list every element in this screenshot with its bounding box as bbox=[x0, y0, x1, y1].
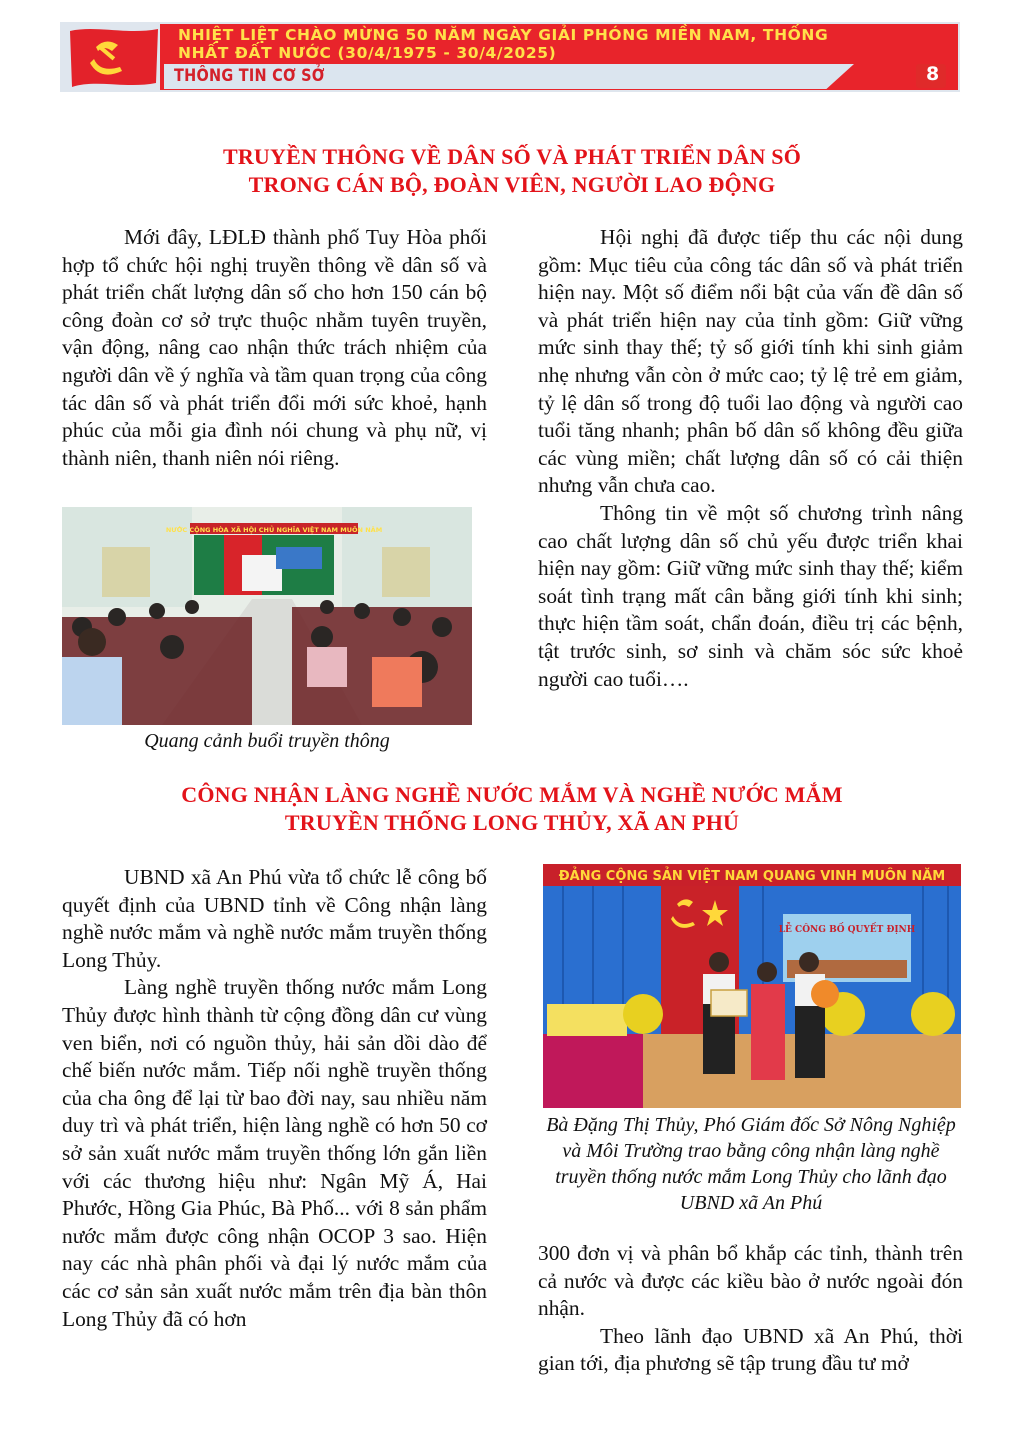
article-2-right-column bbox=[538, 1240, 963, 1378]
conference-photo bbox=[62, 507, 472, 725]
hall-banner-text: NƯỚC CỘNG HÒA XÃ HỘI CHỦ NGHĨA VIỆT NAM MUÔN NĂM bbox=[165, 526, 383, 534]
article-1-title bbox=[60, 143, 964, 199]
page-header-banner bbox=[60, 22, 960, 92]
banner-slogan bbox=[178, 26, 938, 62]
article-2-paragraph: Theo lãnh đạo UBND xã An Phú, thời gian tới, địa phương sẽ tập trung đầu tư mở bbox=[538, 1323, 963, 1376]
party-flag-icon bbox=[66, 25, 162, 89]
slogan-line-2: NHẤT ĐẤT NƯỚC (30/4/1975 - 30/4/2025) bbox=[178, 44, 557, 62]
article-2-title-line-1: CÔNG NHẬN LÀNG NGHỀ NƯỚC MẮM VÀ NGHỀ NƯỚC MẮM bbox=[181, 782, 843, 807]
article-2-paragraph: Làng nghề truyền thống nước mắm Long Thủy được hình thành từ cộng đồng dân cư vùng ven biển, nơi có nguồn thủy, hải sản dồi dào để chế biến nước mắm. Tiếp nối nghề truyền thống của cha ông để lại từ bao đời nay, sau nhiều năm duy trì và phát triển, hiện làng nghề có hơn 50 cơ sở sản xuất nước mắm truyền thống lớn gắn liền với các thương hiệu như: Ngân Mỹ Á, Hai Phước, Hồng Gia Phúc, Bà Phố... với 8 sản phẩm nước mắm được công nhận OCOP 3 sao. Hiện nay các nhà phân phối và đại lý nước mắm của các cơ sản sản xuất nước mắm trên địa bàn thôn Long Thủy đã có hơn bbox=[62, 975, 487, 1331]
article-1-paragraph: Thông tin về một số chương trình nâng cao chất lượng dân số chủ yếu được triển khai hiện nay gồm: Giữ vững mức sinh thay thế; kiểm soát tình trạng mất cân bằng giới tính khi sinh; thực hiện tầm soát, chẩn đoán, điều trị các bệnh, tật trước sinh, sơ sinh và chăm sóc sức khoẻ người cao tuổi…. bbox=[538, 500, 963, 691]
ceremony-photo bbox=[543, 864, 961, 1108]
page-number: 8 bbox=[926, 63, 940, 85]
conference-photo-caption: Quang cảnh buổi truyền thông bbox=[144, 730, 390, 752]
article-1-paragraph: Hội nghị đã được tiếp thu các nội dung gồm: Mục tiêu của công tác dân số và phát triển hiện nay. Một số điểm nổi bật của vấn đề dân số và phát triển hiện nay của tỉnh gồm: Giữ vững mức sinh thay thế; tỷ số giới tính khi sinh giảm nhẹ nhưng vẫn còn ở mức cao; tỷ lệ trẻ em giảm, tỷ lệ dân số trong độ tuổi lao động và người cao tuổi tăng nhanh; phân bố dân số không đều giữa các vùng miền; chất lượng dân số có cải thiện nhưng vẫn chưa cao. bbox=[538, 225, 963, 498]
article-1-title-line-1: TRUYỀN THÔNG VỀ DÂN SỐ VÀ PHÁT TRIỂN DÂN SỐ bbox=[222, 144, 802, 169]
ceremony-board-title: LỄ CÔNG BỐ QUYẾT ĐỊNH bbox=[778, 925, 916, 935]
section-label: THÔNG TIN CƠ SỞ bbox=[174, 66, 325, 86]
article-2-title bbox=[60, 781, 964, 837]
article-1-paragraph: Mới đây, LĐLĐ thành phố Tuy Hòa phối hợp tổ chức hội nghị truyền thông về dân số và phát triển chất lượng dân số cho hơn 150 cán bộ công đoàn cơ sở trực thuộc nhằm tuyên truyền, vận động, nâng cao nhận thức trách nhiệm của người dân về ý nghĩa và tầm quan trọng của công tác dân số và phát triển đổi mới sức khoẻ, hạnh phúc của mỗi gia đình nói chung và phụ nữ, vị thành niên, thanh niên nói riêng. bbox=[62, 225, 487, 470]
party-banner-text: ĐẢNG CỘNG SẢN VIỆT NAM QUANG VINH MUÔN NĂM bbox=[558, 869, 946, 884]
article-2-paragraph: 300 đơn vị và phân bổ khắp các tỉnh, thành trên cả nước và được các kiều bào ở nước ngoài đón nhận. bbox=[538, 1241, 963, 1321]
article-1-right-column bbox=[538, 224, 963, 693]
article-1-left-column bbox=[62, 224, 487, 472]
conference-scene-image bbox=[62, 507, 472, 725]
ceremony-scene-image bbox=[543, 864, 961, 1108]
ceremony-photo-caption: Bà Đặng Thị Thủy, Phó Giám đốc Sở Nông Nghiệp và Môi Trường trao bằng công nhận làng nghề truyền thống nước mắm Long Thủy cho lãnh đạo UBND xã An Phú bbox=[546, 1114, 956, 1214]
article-2-left-column bbox=[62, 864, 487, 1333]
article-2-paragraph: UBND xã An Phú vừa tổ chức lễ công bố quyết định của UBND tỉnh về Công nhận làng nghề nước mắm và nghề nước mắm truyền thống Long Thủy. bbox=[62, 865, 487, 972]
article-1-title-line-2: TRONG CÁN BỘ, ĐOÀN VIÊN, NGƯỜI LAO ĐỘNG bbox=[248, 172, 776, 197]
article-2-title-line-2: TRUYỀN THỐNG LONG THỦY, XÃ AN PHÚ bbox=[284, 810, 740, 835]
slogan-line-1: NHIỆT LIỆT CHÀO MỪNG 50 NĂM NGÀY GIẢI PHÓNG MIỀN NAM, THỐNG bbox=[178, 26, 829, 44]
